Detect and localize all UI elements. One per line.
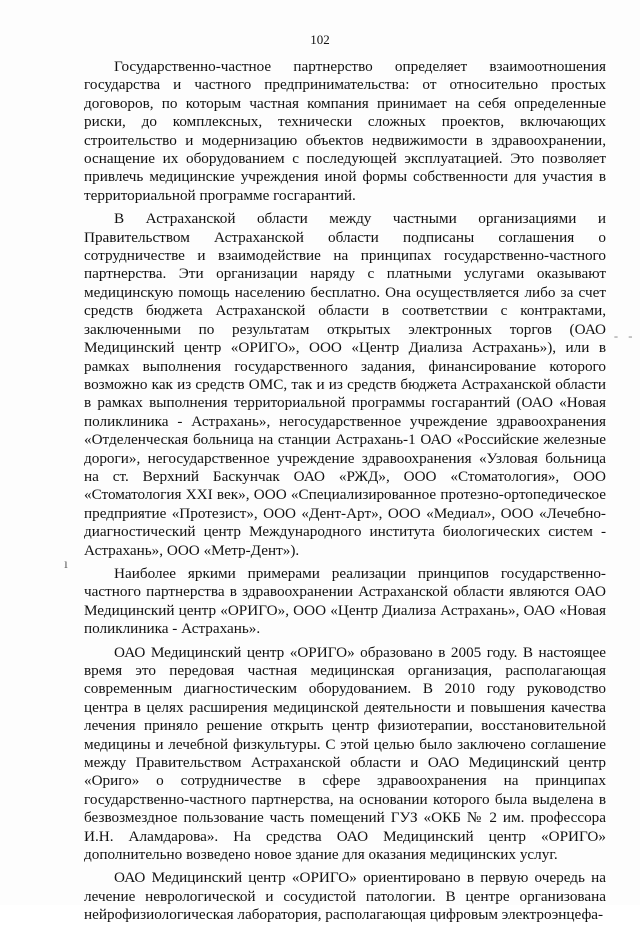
- paragraph-2: В Астраханской области между частными организациями и Правительством Астраханской области подписаны соглашения о сотрудничестве и взаимодействие на принципах государственно-частного партнерства. Эти организации наряду с платными услугами оказывают медицинскую помощь населению бесплатно. Она осуществляется либо за счет средств бюджета Астраханской области в соответствии с контрактами, заключенными по результатам открытых электронных торгов (ОАО Медицинский центр «ОРИГО», ООО «Центр Диализа Астрахань»), или в рамках выполнения государственного задания, финансирование которого возможно как из средств ОМС, так и из средств бюджета Астраханской области в рамках выполнения территориальной программы госгарантий (ОАО «Новая поликлиника - Астрахань», негосударственное учреждение здравоохранения «Отделенческая больница на станции Астрахань-1 ОАО «Российские железные дороги», негосударственное учреждение здравоохранения «Узловая больница на ст. Верхний Баскунчак ОАО «РЖД», ООО «Стоматология», ООО «Стоматология XXI век», ООО «Специализированное протезно-ортопедическое предприятие «Протезист», ООО «Дент-Арт», ООО «Медиал», ООО «Лечебно-диагностический центр Международного института биологических систем - Астрахань», ООО «Метр-Дент»).: [84, 210, 606, 559]
- scan-margin-marks: - -: [612, 330, 634, 344]
- scan-margin-tick: ı: [64, 557, 68, 572]
- paragraph-3: Наиболее яркими примерами реализации принципов государственно-частного партнерства в здравоохранении Астраханской области являются ОАО Медицинский центр «ОРИГО», ООО «Центр Диализа Астрахань», ОАО «Новая поликлиника - Астрахань».: [84, 564, 606, 638]
- page-number: 102: [310, 32, 330, 47]
- paragraph-1: Государственно-частное партнерство определяет взаимоотношения государства и частного предпринимательства: от относительно простых договоров, по которым частная компания принимает на себя определенные риски, до комплексных, технически сложных проектов, включающих строительство и модернизацию объектов недвижимости в здравоохранении, оснащение их оборудованием с последующей эксплуатацией. Это позволяет привлечь медицинские учреждения иной формы собственности для участия в территориальной программе госгарантий.: [84, 58, 606, 204]
- body-text: [84, 58, 606, 925]
- paragraph-5: ОАО Медицинский центр «ОРИГО» ориентировано в первую очередь на лечение неврологической и сосудистой патологии. В центре организована нейрофизиологическая лаборатория, располагающая цифровым электроэнцефа-: [84, 869, 606, 924]
- paragraph-4: ОАО Медицинский центр «ОРИГО» образовано в 2005 году. В настоящее время это передовая частная медицинская организация, располагающая современным диагностическим оборудованием. В 2010 году руководство центра в целях расширения медицинской деятельности и повышения качества лечения приняло решение открыть центр физиотерапии, восстановительной медицины и лечебной физкультуры. С этой целью было заключено соглашение между Правительством Астраханской области и ОАО Медицинский центр «Ориго» о сотрудничестве в сфере здравоохранения на принципах государственно-частного партнерства, на основании которого была выделена в безвозмездное пользование часть помещений ГУЗ «ОКБ № 2 им. профессора И.Н. Аламдарова». На средства ОАО Медицинский центр «ОРИГО» дополнительно возведено новое здание для оказания медицинских услуг.: [84, 643, 606, 864]
